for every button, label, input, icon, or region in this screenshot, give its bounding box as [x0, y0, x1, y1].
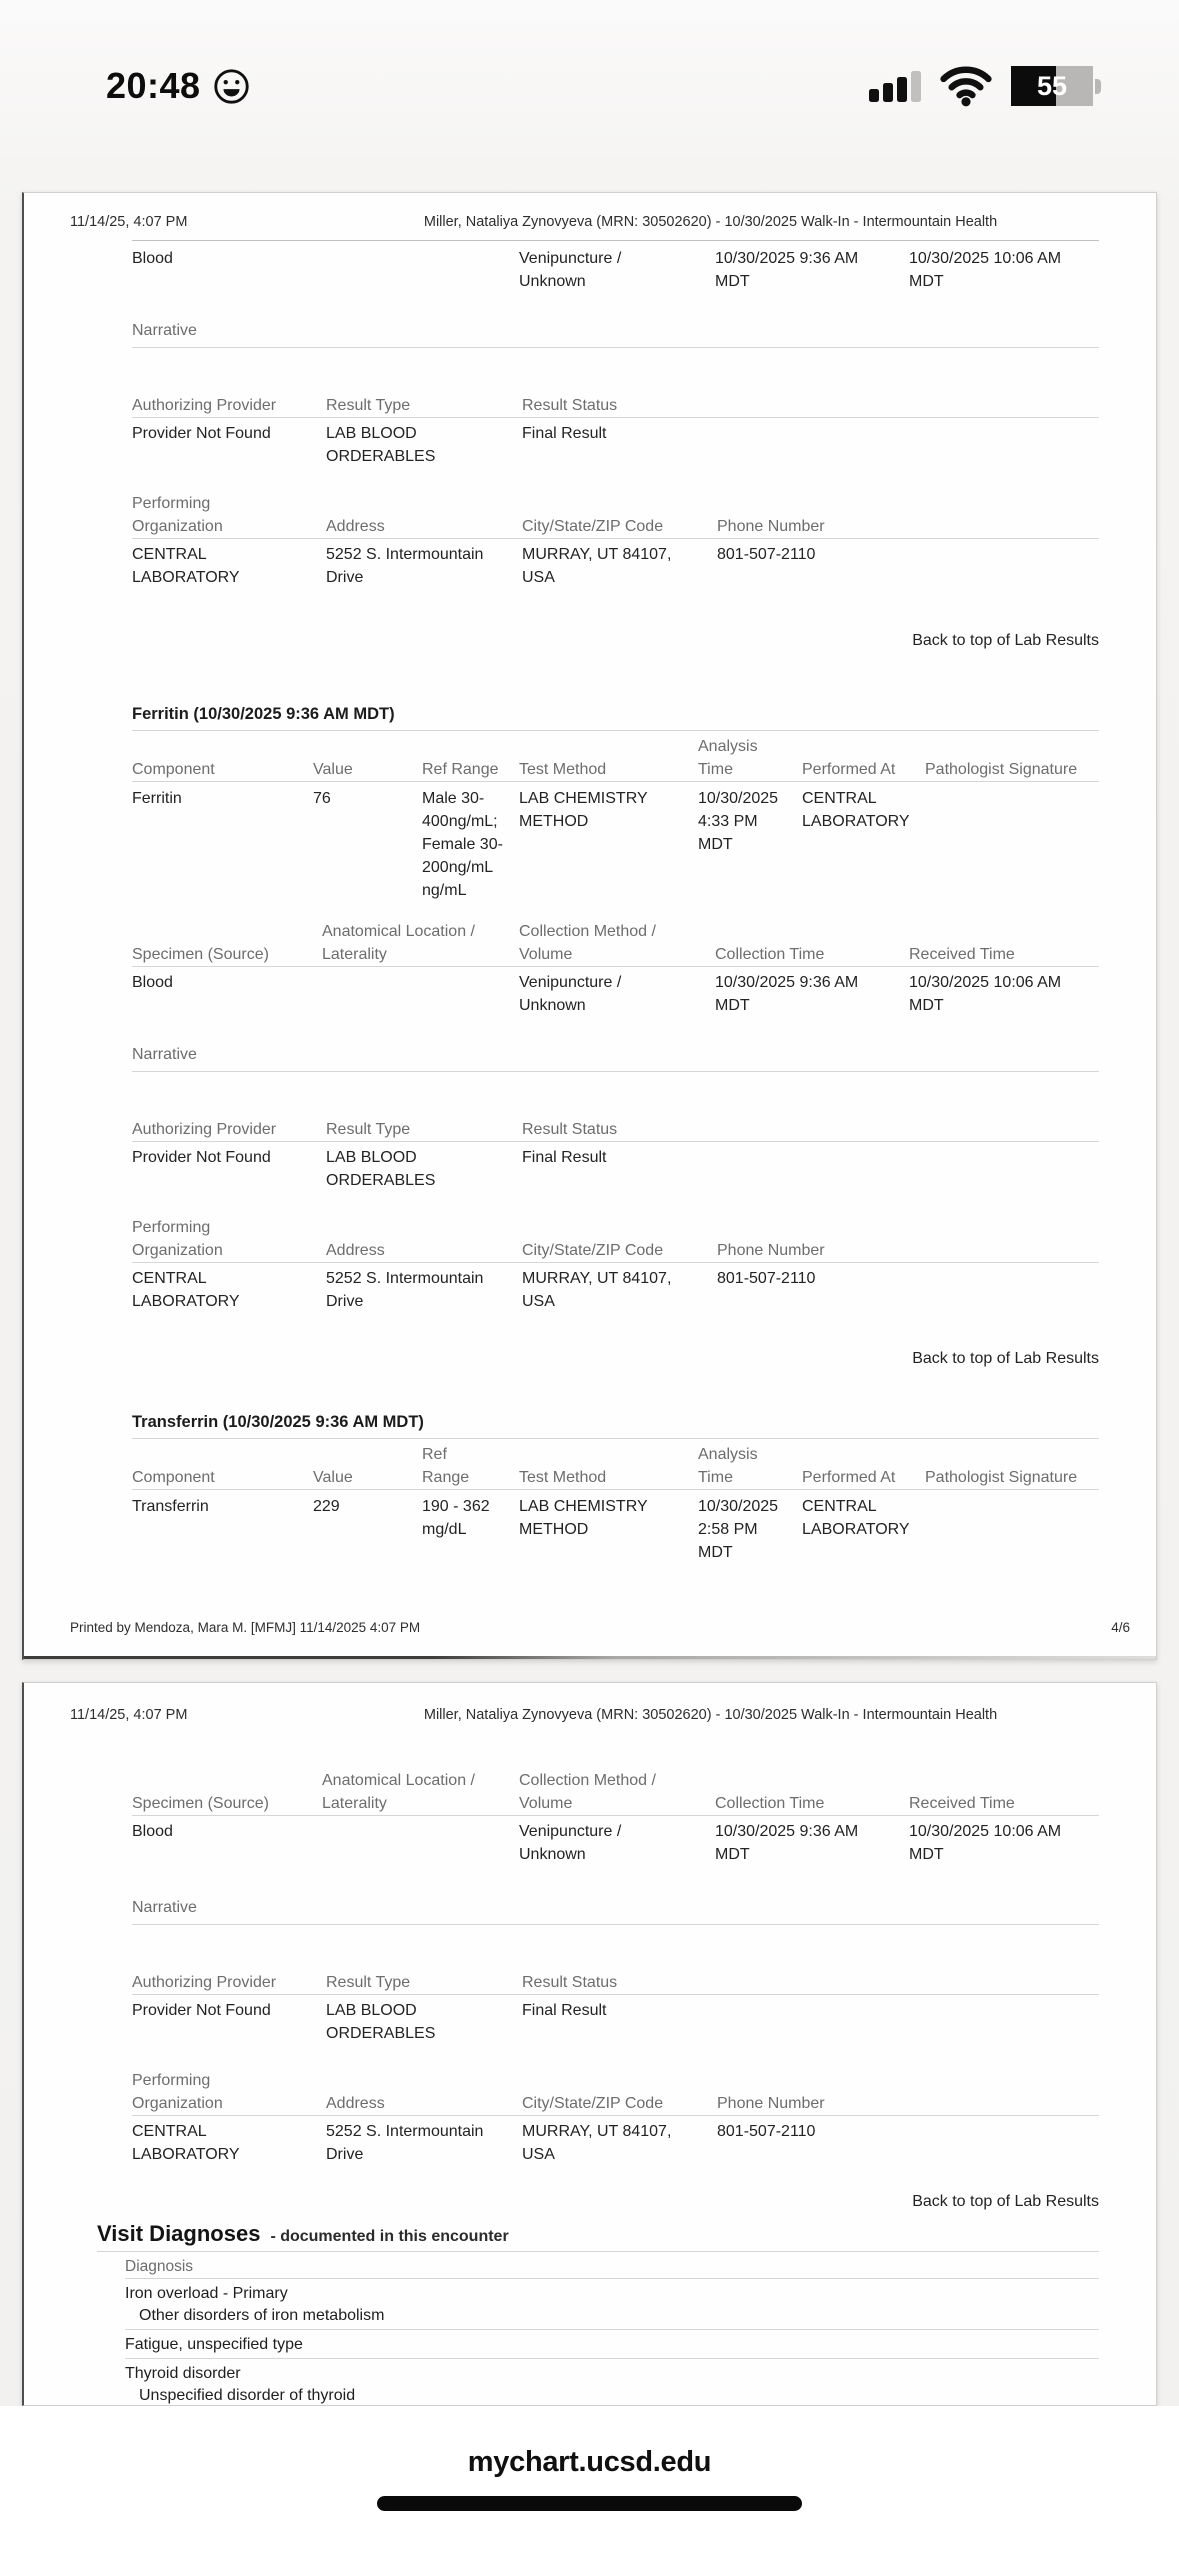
- page-number: 4/6: [1111, 1620, 1130, 1635]
- specimen-source: Blood: [132, 250, 173, 267]
- performing-row: CENTRAL LABORATORY 5252 S. Intermountain Drive MURRAY, UT 84107, USA 801-507-2110: [132, 546, 816, 586]
- address-bar[interactable]: mychart.ucsd.edu: [467, 2446, 712, 2478]
- authorizing-header: Authorizing Provider Result Type Result Status: [132, 1121, 618, 1138]
- performing-row: CENTRAL LABORATORY 5252 S. Intermountain Drive MURRAY, UT 84107, USA 801-507-2110: [132, 1270, 816, 1310]
- home-indicator[interactable]: [377, 2496, 802, 2511]
- specimen-row: Blood Venipuncture / Unknown 10/30/2025 9:36 AM MDT 10/30/2025 10:06 AM MDT: [132, 974, 1062, 1014]
- authorizing-header: Authorizing Provider Result Type Result Status: [132, 397, 618, 414]
- transferrin-row: Transferrin 229 190 - 362 mg/dL LAB CHEMISTRY METHOD 10/30/2025 2:58 PM MDT CENTRAL LABORATORY: [132, 1498, 910, 1561]
- performing-header: Performing Organization Address City/State/ZIP Code Phone Number: [132, 2072, 825, 2112]
- document-page-1: [22, 192, 1157, 1660]
- specimen-header: Specimen (Source) Anatomical Location / Laterality Collection Method / Volume Collection Time Received Time: [132, 1772, 1015, 1812]
- page-header: [70, 1705, 1099, 1725]
- specimen-header: Specimen (Source) Anatomical Location / Laterality Collection Method / Volume Collection Time Received Time: [132, 923, 1015, 963]
- authorizing-header: Authorizing Provider Result Type Result Status: [132, 1974, 618, 1991]
- cellular-signal-icon: [869, 70, 921, 102]
- document-page-2: [22, 1682, 1157, 2406]
- performing-row: CENTRAL LABORATORY 5252 S. Intermountain Drive MURRAY, UT 84107, USA 801-507-2110: [132, 2123, 816, 2163]
- page-header: [70, 212, 1099, 232]
- print-timestamp: 11/14/25, 4:07 PM: [70, 1707, 188, 1723]
- patient-header: Miller, Nataliya Zynovyeva (MRN: 30502620) - 10/30/2025 Walk-In - Intermountain Health: [423, 1707, 998, 1723]
- status-bar: [0, 0, 1179, 150]
- component-header: Component Value Ref Range Test Method Analysis Time Performed At Pathologist Signature: [132, 1446, 1078, 1486]
- wifi-icon: [939, 65, 993, 107]
- authorizing-row: Provider Not Found LAB BLOOD ORDERABLES Final Result: [132, 2002, 607, 2042]
- browser-bottom-bar: [0, 2406, 1179, 2556]
- patient-header: Miller, Nataliya Zynovyeva (MRN: 30502620) - 10/30/2025 Walk-In - Intermountain Health: [423, 214, 998, 230]
- diagnosis-row: Iron overload - Primary Other disorders of iron metabolism: [125, 2285, 385, 2324]
- battery-icon: [1011, 66, 1101, 106]
- print-timestamp: 11/14/25, 4:07 PM: [70, 214, 188, 230]
- battery-percent: 55: [1036, 70, 1068, 101]
- narrative-label: Narrative: [132, 1899, 197, 1916]
- visit-diagnoses-section: [97, 2221, 1099, 2436]
- narrative-label: Narrative: [132, 1046, 197, 1063]
- back-to-top-link[interactable]: Back to top of Lab Results: [912, 1350, 1099, 1367]
- narrative-label: Narrative: [132, 322, 197, 339]
- component-header: Component Value Ref Range Test Method Analysis Time Performed At Pathologist Signature: [132, 738, 1078, 778]
- printed-by: Printed by Mendoza, Mara M. [MFMJ] 11/14/2025 4:07 PM: [70, 1620, 421, 1635]
- specimen-row: Blood Venipuncture / Unknown 10/30/2025 9:36 AM MDT 10/30/2025 10:06 AM MDT: [132, 1823, 1062, 1863]
- ferritin-row: Ferritin 76 Male 30-400ng/mL; Female 30-200ng/mL ng/mL LAB CHEMISTRY METHOD 10/30/2025 4:33 PM MDT CENTRAL LABORATORY: [132, 790, 910, 899]
- back-to-top-link[interactable]: Back to top of Lab Results: [912, 632, 1099, 649]
- received-time: 10/30/2025 10:06 AM MDT: [909, 250, 1062, 290]
- transferrin-heading: Transferrin (10/30/2025 9:36 AM MDT): [132, 1413, 424, 1431]
- diagnosis-row: Thyroid disorder Unspecified disorder of thyroid: [125, 2365, 356, 2404]
- smiley-emoji-icon: [213, 68, 250, 105]
- diagnosis-row: Fatigue, unspecified type: [125, 2336, 303, 2353]
- authorizing-row: Provider Not Found LAB BLOOD ORDERABLES Final Result: [132, 1149, 607, 1189]
- performing-header: Performing Organization Address City/State/ZIP Code Phone Number: [132, 495, 825, 535]
- visit-diagnoses-title: Visit Diagnoses: [97, 2221, 261, 2246]
- authorizing-row: Provider Not Found LAB BLOOD ORDERABLES Final Result: [132, 425, 607, 465]
- diagnosis-column-label: Diagnosis: [125, 2258, 194, 2275]
- performing-header: Performing Organization Address City/State/ZIP Code Phone Number: [132, 1219, 825, 1259]
- collection-time: 10/30/2025 9:36 AM MDT: [715, 250, 859, 290]
- ferritin-heading: Ferritin (10/30/2025 9:36 AM MDT): [132, 705, 395, 723]
- collection-method: Venipuncture / Unknown: [519, 250, 622, 290]
- specimen-row: [132, 247, 1099, 293]
- page-footer: [70, 1620, 1130, 1635]
- back-to-top-link[interactable]: Back to top of Lab Results: [912, 2193, 1099, 2210]
- clock-time: 20:48: [106, 65, 201, 106]
- visit-diagnoses-subtitle: - documented in this encounter: [270, 2228, 509, 2245]
